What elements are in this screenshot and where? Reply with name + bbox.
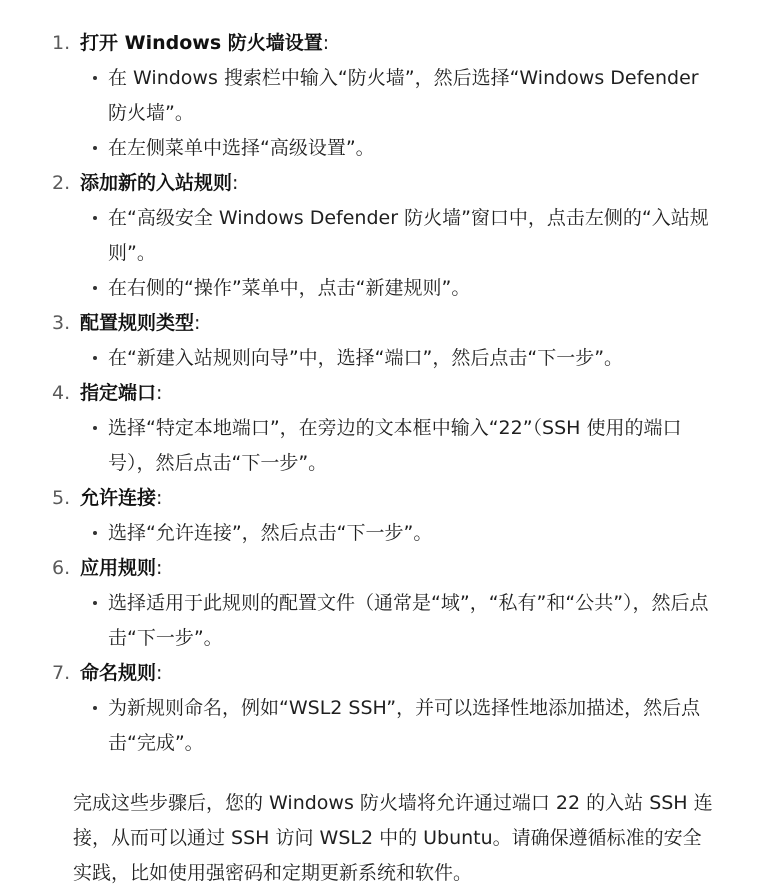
bullet-dot-icon	[93, 286, 97, 290]
step-bullets	[80, 411, 783, 481]
step-item	[0, 166, 783, 306]
step-number: 1.	[52, 32, 71, 54]
step-item	[0, 306, 783, 376]
bullet-text: 选择“允许连接”，然后点击“下一步”。	[108, 522, 433, 544]
step-title: 配置规则类型	[80, 312, 195, 334]
bullet-dot-icon	[93, 426, 97, 430]
bullet-dot-icon	[93, 531, 97, 535]
step-heading	[52, 376, 783, 411]
bullet-text: 在 Windows 搜索栏中输入“防火墙”，然后选择“Windows Defender 防火墙”。	[108, 67, 699, 124]
bullet-dot-icon	[93, 706, 97, 710]
step-colon: :	[156, 557, 163, 579]
step-title: 允许连接	[80, 487, 157, 509]
step-heading	[52, 26, 783, 61]
bullet-item	[80, 61, 720, 131]
bullet-item	[80, 341, 720, 376]
bullet-dot-icon	[93, 76, 97, 80]
step-item	[0, 656, 783, 761]
step-colon: :	[232, 172, 239, 194]
step-bullets	[80, 586, 783, 656]
bullet-dot-icon	[93, 146, 97, 150]
bullet-item	[80, 411, 720, 481]
step-title: 打开 Windows 防火墙设置	[80, 32, 323, 54]
step-bullets	[80, 61, 783, 166]
bullet-text: 在“新建入站规则向导”中，选择“端口”，然后点击“下一步”。	[108, 347, 624, 369]
step-colon: :	[156, 487, 163, 509]
step-heading	[52, 481, 783, 516]
step-colon: :	[156, 662, 163, 684]
step-number: 7.	[52, 662, 71, 684]
step-heading	[52, 306, 783, 341]
step-item	[0, 376, 783, 481]
step-number: 2.	[52, 172, 71, 194]
bullet-text: 选择“特定本地端口”，在旁边的文本框中输入“22”（SSH 使用的端口号），然后点击“下一步”。	[108, 417, 682, 474]
bullet-item	[80, 131, 720, 166]
bullet-text: 为新规则命名，例如“WSL2 SSH”，并可以选择性地添加描述，然后点击“完成”。	[108, 697, 701, 754]
bullet-dot-icon	[93, 601, 97, 605]
step-heading	[52, 656, 783, 691]
step-number: 4.	[52, 382, 71, 404]
bullet-item	[80, 271, 720, 306]
summary-paragraph: 完成这些步骤后，您的 Windows 防火墙将允许通过端口 22 的入站 SSH 连接，从而可以通过 SSH 访问 WSL2 中的 Ubuntu。请确保遵循标准的安全实践，比如使用强密码和定期更新系统和软件。	[73, 792, 713, 884]
step-item	[0, 481, 783, 551]
step-title: 命名规则	[80, 662, 157, 684]
bullet-dot-icon	[93, 216, 97, 220]
step-heading	[52, 166, 783, 201]
bullet-item	[80, 516, 720, 551]
step-item	[0, 551, 783, 656]
step-title: 添加新的入站规则	[80, 172, 233, 194]
step-item	[0, 26, 783, 166]
step-number: 3.	[52, 312, 71, 334]
bullet-text: 选择适用于此规则的配置文件（通常是“域”，“私有”和“公共”），然后点击“下一步”。	[108, 592, 709, 649]
step-number: 5.	[52, 487, 71, 509]
bullet-item	[80, 201, 720, 271]
bullet-text: 在右侧的“操作”菜单中，点击“新建规则”。	[108, 277, 471, 299]
step-bullets	[80, 516, 783, 551]
bullet-text: 在左侧菜单中选择“高级设置”。	[108, 137, 375, 159]
bullet-item	[80, 586, 720, 656]
step-bullets	[80, 691, 783, 761]
step-bullets	[80, 341, 783, 376]
bullet-item	[80, 691, 720, 761]
bullet-dot-icon	[93, 356, 97, 360]
step-title: 应用规则	[80, 557, 157, 579]
step-colon: :	[156, 382, 163, 404]
step-colon: :	[322, 32, 330, 54]
bullet-text: 在“高级安全 Windows Defender 防火墙”窗口中，点击左侧的“入站规则”。	[108, 207, 709, 264]
step-colon: :	[194, 312, 201, 334]
step-title: 指定端口	[80, 382, 157, 404]
step-number: 6.	[52, 557, 71, 579]
step-heading	[52, 551, 783, 586]
step-bullets	[80, 201, 783, 306]
